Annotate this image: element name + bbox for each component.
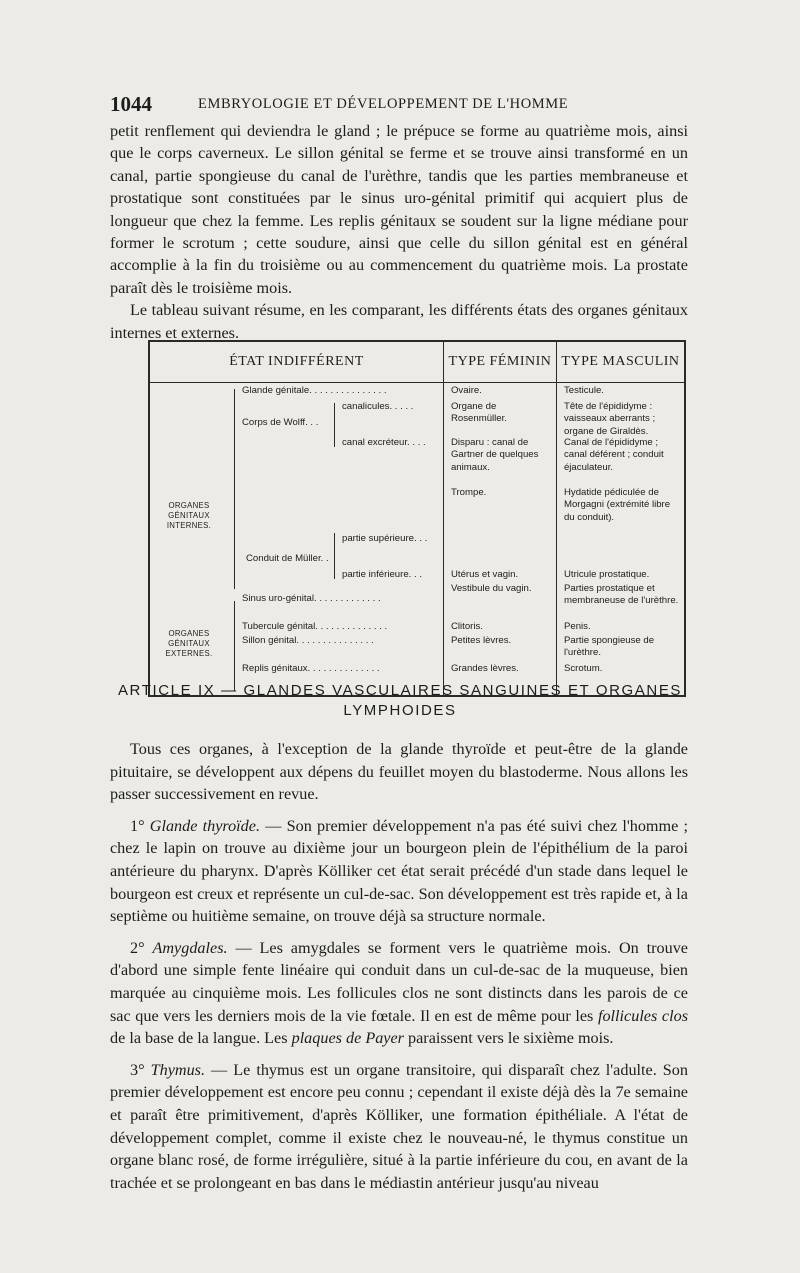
section-text: — Le thymus est un organe transitoire, qui disparaît chez l'adulte. Son premier développement est encore peu connu ; cependant il existe déjà dès la 7e semaine et paraît être primitivement, d'après Kölliker, une formation épithéliale. A l'état de développement complet, comme il existe chez le nouveau-né, le thymus constitue un organe blanc rosé, de forme irrégulière, situé à la partie inférieure du cou, en avant de la trachée et se prolongeant en bas dans le médiastin antérieur jusqu'au niveau [110,1060,688,1192]
page-header [110,92,690,116]
body-paragraph-thyroide [110,815,688,928]
section-number: 1° [130,816,150,835]
intro-paragraph-1: petit renflement qui deviendra le gland ; le prépuce se forme au quatrième mois, ainsi que le corps caverneux. Le sillon génital se ferme et se trouve ainsi transformé en un canal, partie spongieuse du canal de l'urèthre, tandis que les parties membraneuse et prostatique sont constituées par le sinus uro-génital primitif qui acquiert plus de longueur que chez la femme. Les replis génitaux se soudent sur la ligne médiane pour former le scrotum ; cette soudure, ainsi que celle du sillon génital est en général accomplie à la fin du troisième ou au commencement du quatrième mois. La prostate paraît dès le troisième mois. [110,122,688,297]
section-text: — Les amygdales se forment vers le quatrième mois. On trouve d'abord une simple fente linéaire qui conduit dans un cul-de-sac de la muqueuse, bien marquée au cinquième mois. Les follicules clos ne sont distincts dans les parois de ce sac que vers les derniers mois de la vie fœtale. Il en est de même pour les [110,938,688,1025]
masculine-column [556,383,685,697]
fem-petites-levres: Petites lèvres. [450,635,512,646]
row-replis: Replis génitaux. . . . . . . . . . . . . . [242,663,380,674]
masc-epididyme: Tête de l'épididyme : vaisseaux aberrants ; organe de Giraldès. [563,401,656,437]
section-title-thymus: Thymus. [150,1060,206,1079]
row-conduit-muller: Conduit de Müller. . [246,553,329,564]
row-glande: Glande génitale. . . . . . . . . . . . . . . [242,385,387,396]
header-indifferent: ÉTAT INDIFFÉRENT [149,341,443,383]
intro-text [110,120,688,344]
group-external: ORGANES GÉNITAUX EXTERNES. [165,629,213,658]
header-feminine: TYPE FÉMININ [443,341,556,383]
group-internal: ORGANES GÉNITAUX INTERNES. [166,501,212,530]
masc-hydatide: Hydatide pédiculée de Morgagni (extrémité libre du conduit). [563,487,671,523]
row-sinus: Sinus uro-génital. . . . . . . . . . . . . [242,593,381,604]
row-partie-inferieure: partie inférieure. . . [342,569,422,580]
brace-external [234,601,235,691]
row-tubercule: Tubercule génital. . . . . . . . . . . . . . [242,621,388,632]
section-text: — Son premier développement n'a pas été suivi chez l'homme ; chez le lapin on trouve au dixième jour un bourgeon plein de l'épithélium de la paroi antérieure du pharynx. D'après Kölliker cet état serait précédé d'un stade dans lequel le bourgeon est creux et représente un cul-de-sac. Son développement est très rapide et, à la septième ou huitième semaine, on trouve déjà sa structure normale. [110,816,688,926]
table-body-row [149,383,685,697]
brace-wolff [334,403,335,447]
genital-organs-table [148,340,686,697]
article-title [110,681,690,721]
body-paragraph-thymus [110,1059,688,1195]
italic-term: plaques de Payer [291,1029,404,1048]
row-sillon: Sillon génital. . . . . . . . . . . . . . . [242,635,374,646]
running-head: EMBRYOLOGIE ET DÉVELOPPEMENT DE L'HOMME [198,96,569,112]
article-title-line-1: ARTICLE IX — GLANDES VASCULAIRES SANGUINES ET ORGANES [117,682,683,699]
masc-utricule: Utricule prostatique. [563,569,650,580]
row-canal-excreteur: canal excréteur. . . . [342,437,426,448]
masc-testicule: Testicule. [563,385,604,396]
table-header-row [149,341,685,383]
article-title-line-2: LYMPHOIDES [343,702,457,719]
section-text: de la base de la langue. Les [110,1029,292,1048]
fem-uterus: Utérus et vagin. [450,569,519,580]
section-number: 2° [130,938,153,957]
section-title-thyroide: Glande thyroïde. [149,816,261,835]
masc-scrotum: Scrotum. [563,663,603,674]
indifferent-column [149,383,443,697]
masc-penis: Penis. [563,621,591,632]
fem-disparu: Disparu : canal de Gartner de quelques animaux. [450,437,539,473]
fem-rosenmuller: Organe de Rosenmüller. [450,401,507,425]
fem-trompe: Trompe. [450,487,487,498]
section-number: 3° [130,1060,151,1079]
feminine-column [443,383,556,697]
brace-internal [234,389,235,589]
header-masculine: TYPE MASCULIN [556,341,685,383]
page-number: 1044 [110,92,152,116]
section-title-amygdales: Amygdales. [152,938,228,957]
body-paragraph-1: Tous ces organes, à l'exception de la glande thyroïde et peut-être de la glande pituitaire, se développent aux dépens du feuillet moyen du blastoderme. Nous allons les passer successivement en revue. [110,740,688,804]
intro-paragraph-2: Le tableau suivant résume, en les comparant, les différents états des organes génitaux internes et externes. [110,301,688,342]
masc-spongieuse: Partie spongieuse de l'urèthre. [563,635,655,659]
row-partie-superieure: partie supérieure. . . [342,533,428,544]
row-canalicules: canalicules. . . . . [342,401,414,412]
row-corps-wolff: Corps de Wolff. . . [242,417,319,428]
masc-canal: Canal de l'épididyme ; canal déférent ; conduit éjaculateur. [563,437,664,473]
italic-term: follicules clos [597,1006,688,1025]
masc-parties: Parties prostatique et membraneuse de l'urèthre. [563,583,679,607]
body-text [110,738,688,1203]
section-text: paraissent vers le sixième mois. [403,1029,614,1048]
fem-grandes-levres: Grandes lèvres. [450,663,519,674]
brace-muller [334,533,335,579]
fem-vestibule: Vestibule du vagin. [450,583,532,594]
fem-clitoris: Clitoris. [450,621,483,632]
body-paragraph-amygdales [110,937,688,1050]
fem-ovaire: Ovaire. [450,385,482,396]
